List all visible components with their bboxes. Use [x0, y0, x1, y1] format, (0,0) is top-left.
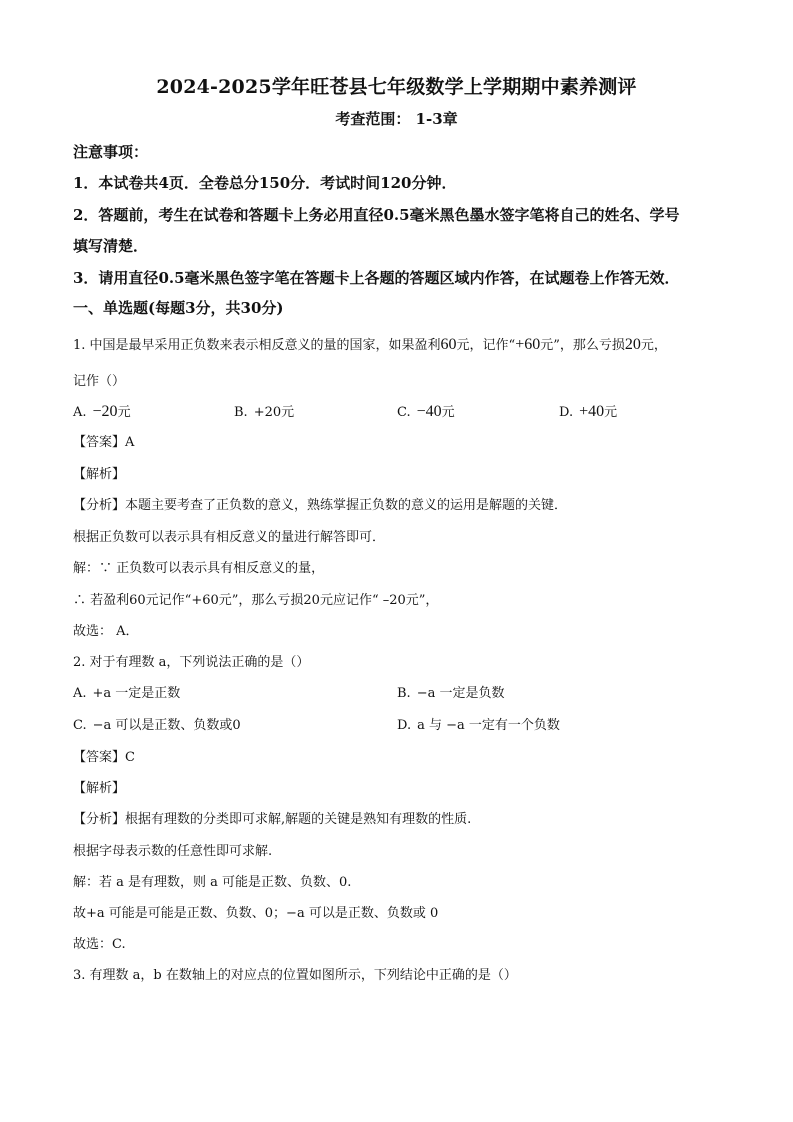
- q2-option-d: [397, 714, 560, 733]
- notice-item-1: 1．本试卷共4页．全卷总分150分．考试时间120分钟．: [73, 174, 457, 192]
- notice-item-2-cont: 填写清楚．: [73, 237, 149, 255]
- q1-option-b-key: B.: [234, 405, 248, 420]
- q2-solution-1: 根据字母表示数的任意性即可求解.: [73, 844, 273, 859]
- notice-item-3: 3．请用直径0.5毫米黑色签字笔在答题卡上各题的答题区域内作答，在试题卷上作答无效．: [73, 269, 680, 287]
- q2-solution-2: 解：若 a 是有理数，则 a 可能是正数、负数、0.: [73, 875, 352, 890]
- q1-solution-4: 故选： A．: [73, 624, 139, 639]
- q2-solution-4: 故选：C.: [73, 937, 126, 952]
- q2-option-c-text: −a 可以是正数、负数或0: [92, 718, 241, 733]
- q1-option-d-key: D.: [559, 405, 574, 420]
- document-title: 2024-2025学年旺苍县七年级数学上学期期中素养测评: [156, 76, 637, 98]
- q1-option-a-key: A.: [73, 405, 87, 420]
- q2-option-a: [73, 682, 180, 701]
- q1-option-c-unit: 元: [441, 405, 455, 420]
- q1-math-plus60: +60: [515, 336, 541, 353]
- q1-option-c-value: −40: [416, 403, 442, 420]
- q1-stem-line1: [73, 334, 667, 354]
- q2-option-b: [397, 682, 504, 701]
- q1-option-b-unit: 元: [281, 405, 295, 420]
- notice-item-2: 2．答题前，考生在试卷和答题卡上务必用直径0.5毫米黑色墨水签字笔将自己的姓名、学号: [73, 206, 680, 224]
- q1-option-c: [397, 401, 455, 421]
- q1-solution-1: 根据正负数可以表示具有相反意义的量进行解答即可．: [73, 530, 386, 545]
- q1-solution-3: ∴ 若盈利60元记作“+60元”，那么亏损20元应记作“ –20元”，: [73, 593, 439, 608]
- q1-option-a-value: −20: [92, 403, 118, 420]
- q1-option-a: [73, 401, 131, 421]
- q1-text-a: 1. 中国是最早采用正负数来表示相反意义的量的国家，如果盈利: [73, 338, 441, 353]
- q2-answer: 【答案】C: [73, 750, 135, 765]
- q1-math-60: 60: [440, 336, 457, 353]
- q1-option-c-key: C.: [397, 405, 411, 420]
- notice-heading: 注意事项：: [73, 143, 149, 161]
- q1-text-b: 元，记作“: [456, 338, 516, 353]
- q1-option-d-value: +40: [579, 403, 605, 420]
- q2-option-c-key: C.: [73, 718, 87, 733]
- q2-option-d-text: a 与 −a 一定有一个负数: [417, 718, 560, 733]
- q2-option-a-key: A.: [73, 686, 87, 701]
- q3-stem: 3. 有理数 a，b 在数轴上的对应点的位置如图所示，下列结论中正确的是（）: [73, 968, 517, 983]
- section-heading: 一、单选题(每题3分，共30分): [73, 299, 284, 317]
- exam-scope: 考查范围： 1-3章: [335, 110, 458, 128]
- q2-analysis: 【分析】根据有理数的分类即可求解,解题的关键是熟知有理数的性质.: [73, 812, 472, 827]
- q2-solution-3: 故+a 可能是可能是正数、负数、0；−a 可以是正数、负数或 0: [73, 906, 439, 921]
- q2-option-c: [73, 714, 241, 733]
- q1-solution-2: 解：∵ 正负数可以表示具有相反意义的量，: [73, 561, 325, 576]
- q1-text-c: 元”，那么亏损: [540, 338, 625, 353]
- q1-option-a-unit: 元: [117, 405, 131, 420]
- q1-option-b: [234, 401, 294, 420]
- q1-analysis: 【分析】本题主要考查了正负数的意义，熟练掌握正负数的意义的运用是解题的关键．: [73, 498, 568, 513]
- q2-option-a-text: +a 一定是正数: [92, 686, 181, 701]
- q1-option-b-value: +20: [253, 405, 282, 420]
- q1-math-20: 20: [624, 336, 641, 353]
- q2-option-b-key: B.: [397, 686, 411, 701]
- q2-option-d-key: D.: [397, 718, 412, 733]
- q1-option-d-unit: 元: [604, 405, 618, 420]
- q2-stem: 2. 对于有理数 a，下列说法正确的是（）: [73, 655, 310, 670]
- q1-answer: 【答案】A: [73, 435, 135, 450]
- q1-stem-line2: 记作（）: [73, 374, 126, 389]
- q1-jiexi: 【解析】: [73, 467, 126, 482]
- q2-option-b-text: −a 一定是负数: [416, 686, 505, 701]
- q2-jiexi: 【解析】: [73, 781, 126, 796]
- q1-text-d: 元，: [640, 338, 667, 353]
- q1-option-d: [559, 401, 617, 421]
